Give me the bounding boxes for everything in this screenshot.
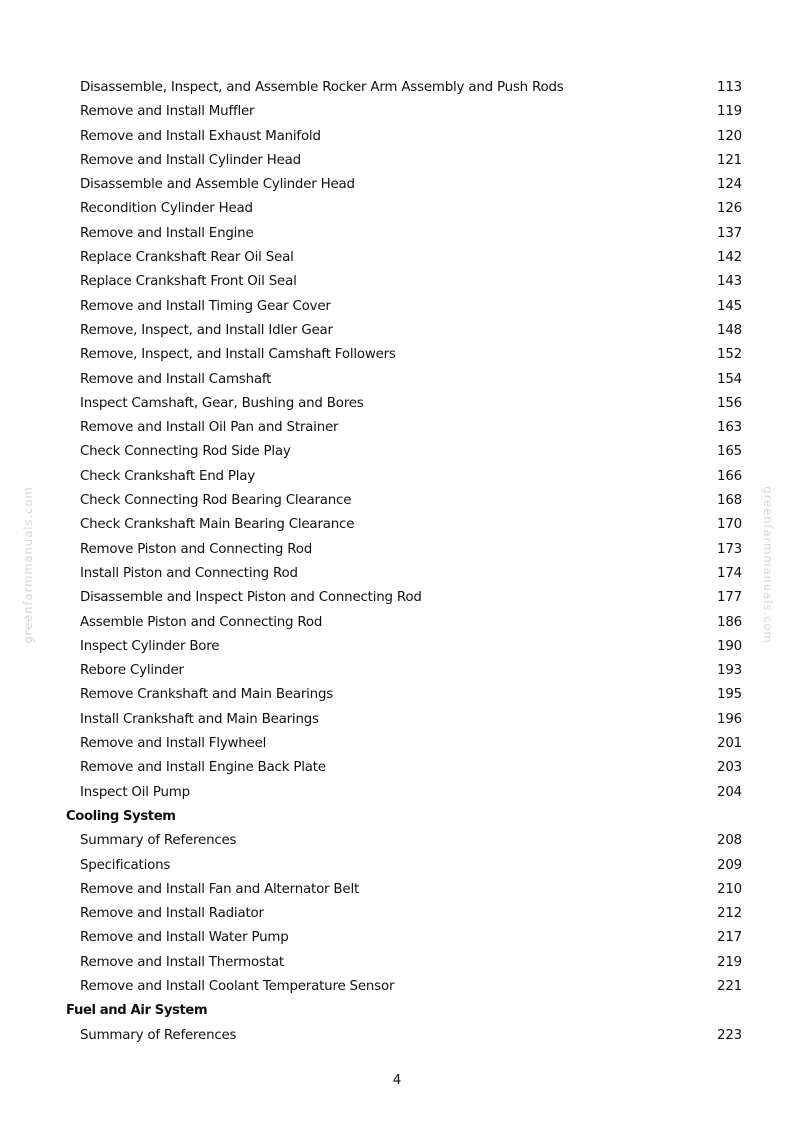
entry-title: Remove and Install Water Pump bbox=[80, 930, 289, 946]
entry-title: Install Piston and Connecting Rod bbox=[80, 565, 298, 581]
toc-entry[interactable] bbox=[0, 684, 794, 708]
entry-title: Check Connecting Rod Bearing Clearance bbox=[80, 493, 352, 509]
table-of-contents bbox=[0, 77, 794, 1049]
toc-entry[interactable] bbox=[0, 174, 794, 198]
entry-title: Disassemble and Assemble Cylinder Head bbox=[80, 177, 355, 193]
entry-title: Remove and Install Coolant Temperature Sensor bbox=[80, 978, 395, 994]
toc-entry[interactable] bbox=[0, 77, 794, 101]
toc-entry[interactable] bbox=[0, 636, 794, 660]
entry-page-number: 126 bbox=[717, 201, 742, 217]
toc-entry[interactable] bbox=[0, 247, 794, 271]
entry-title: Remove and Install Cylinder Head bbox=[80, 152, 301, 168]
entry-page-number: 152 bbox=[717, 347, 742, 363]
toc-entry[interactable] bbox=[0, 514, 794, 538]
entry-title: Check Connecting Rod Side Play bbox=[80, 444, 291, 460]
entry-title: Assemble Piston and Connecting Rod bbox=[80, 614, 323, 630]
entry-page-number: 219 bbox=[717, 954, 742, 970]
entry-title: Remove and Install Muffler bbox=[80, 104, 255, 120]
toc-entry[interactable] bbox=[0, 344, 794, 368]
toc-entry[interactable] bbox=[0, 101, 794, 125]
entry-title: Remove Crankshaft and Main Bearings bbox=[80, 687, 334, 703]
toc-entry[interactable] bbox=[0, 855, 794, 879]
entry-title: Remove and Install Engine Back Plate bbox=[80, 760, 326, 776]
entry-page-number: 166 bbox=[717, 468, 742, 484]
entry-title: Inspect Cylinder Bore bbox=[80, 638, 220, 654]
watermark-right: greenfarmmanuals.com bbox=[761, 486, 775, 644]
entry-title: Remove and Install Oil Pan and Strainer bbox=[80, 420, 339, 436]
toc-entry[interactable] bbox=[0, 563, 794, 587]
entry-title: Check Crankshaft Main Bearing Clearance bbox=[80, 517, 355, 533]
toc-section-heading bbox=[0, 806, 794, 830]
entry-title: Remove and Install Timing Gear Cover bbox=[80, 298, 331, 314]
toc-entry[interactable] bbox=[0, 757, 794, 781]
watermark-left: greenfarmmanuals.com bbox=[21, 486, 35, 644]
entry-page-number: 142 bbox=[717, 250, 742, 266]
entry-page-number: 210 bbox=[717, 881, 742, 897]
toc-entry[interactable] bbox=[0, 782, 794, 806]
toc-entry[interactable] bbox=[0, 539, 794, 563]
toc-entry[interactable] bbox=[0, 369, 794, 393]
toc-entry[interactable] bbox=[0, 490, 794, 514]
toc-entry[interactable] bbox=[0, 733, 794, 757]
entry-page-number: 121 bbox=[717, 152, 742, 168]
entry-page-number: 165 bbox=[717, 444, 742, 460]
toc-entry[interactable] bbox=[0, 612, 794, 636]
toc-entry[interactable] bbox=[0, 830, 794, 854]
toc-entry[interactable] bbox=[0, 296, 794, 320]
entry-page-number: 170 bbox=[717, 517, 742, 533]
entry-page-number: 196 bbox=[717, 711, 742, 727]
entry-page-number: 221 bbox=[717, 978, 742, 994]
entry-page-number: 174 bbox=[717, 565, 742, 581]
entry-title: Remove, Inspect, and Install Camshaft Followers bbox=[80, 347, 396, 363]
toc-entry[interactable] bbox=[0, 198, 794, 222]
entry-title: Remove and Install Radiator bbox=[80, 906, 264, 922]
entry-title: Check Crankshaft End Play bbox=[80, 468, 256, 484]
toc-entry[interactable] bbox=[0, 150, 794, 174]
entry-title: Remove and Install Engine bbox=[80, 225, 254, 241]
entry-title: Install Crankshaft and Main Bearings bbox=[80, 711, 319, 727]
entry-title: Disassemble and Inspect Piston and Connecting Rod bbox=[80, 590, 422, 606]
entry-page-number: 190 bbox=[717, 638, 742, 654]
toc-entry[interactable] bbox=[0, 660, 794, 684]
entry-page-number: 137 bbox=[717, 225, 742, 241]
entry-page-number: 156 bbox=[717, 395, 742, 411]
entry-page-number: 203 bbox=[717, 760, 742, 776]
entry-page-number: 193 bbox=[717, 663, 742, 679]
entry-title: Recondition Cylinder Head bbox=[80, 201, 253, 217]
entry-page-number: 154 bbox=[717, 371, 742, 387]
entry-page-number: 124 bbox=[717, 177, 742, 193]
toc-entry[interactable] bbox=[0, 441, 794, 465]
entry-page-number: 145 bbox=[717, 298, 742, 314]
entry-title: Replace Crankshaft Front Oil Seal bbox=[80, 274, 297, 290]
entry-page-number: 177 bbox=[717, 590, 742, 606]
entry-title: Remove and Install Camshaft bbox=[80, 371, 272, 387]
entry-title: Remove and Install Exhaust Manifold bbox=[80, 128, 321, 144]
toc-entry[interactable] bbox=[0, 1025, 794, 1049]
entry-title: Remove, Inspect, and Install Idler Gear bbox=[80, 322, 333, 338]
entry-page-number: 209 bbox=[717, 857, 742, 873]
toc-section-heading bbox=[0, 1000, 794, 1024]
entry-title: Remove and Install Fan and Alternator Belt bbox=[80, 881, 360, 897]
page-number: 4 bbox=[392, 1073, 402, 1088]
entry-page-number: 212 bbox=[717, 906, 742, 922]
entry-page-number: 143 bbox=[717, 274, 742, 290]
section-title: Cooling System bbox=[66, 808, 176, 824]
toc-entry[interactable] bbox=[0, 976, 794, 1000]
entry-title: Inspect Oil Pump bbox=[80, 784, 190, 800]
toc-entry[interactable] bbox=[0, 709, 794, 733]
entry-page-number: 120 bbox=[717, 128, 742, 144]
entry-page-number: 163 bbox=[717, 420, 742, 436]
toc-entry[interactable] bbox=[0, 393, 794, 417]
entry-page-number: 173 bbox=[717, 541, 742, 557]
entry-page-number: 223 bbox=[717, 1027, 742, 1043]
entry-page-number: 113 bbox=[717, 80, 742, 95]
entry-title: Summary of References bbox=[80, 1027, 237, 1043]
entry-title: Replace Crankshaft Rear Oil Seal bbox=[80, 250, 294, 266]
entry-page-number: 186 bbox=[717, 614, 742, 630]
entry-page-number: 204 bbox=[717, 784, 742, 800]
entry-page-number: 148 bbox=[717, 322, 742, 338]
entry-title: Inspect Camshaft, Gear, Bushing and Bores bbox=[80, 395, 364, 411]
entry-title: Remove Piston and Connecting Rod bbox=[80, 541, 313, 557]
toc-entry[interactable] bbox=[0, 466, 794, 490]
entry-page-number: 119 bbox=[717, 104, 742, 120]
entry-page-number: 168 bbox=[717, 493, 742, 509]
entry-title: Remove and Install Flywheel bbox=[80, 736, 267, 752]
entry-title: Disassemble, Inspect, and Assemble Rocker Arm Assembly and Push Rods bbox=[80, 80, 564, 95]
toc-entry[interactable] bbox=[0, 879, 794, 903]
entry-title: Rebore Cylinder bbox=[80, 663, 184, 679]
toc-entry[interactable] bbox=[0, 223, 794, 247]
entry-title: Specifications bbox=[80, 857, 171, 873]
toc-entry[interactable] bbox=[0, 587, 794, 611]
toc-entry[interactable] bbox=[0, 952, 794, 976]
entry-title: Summary of References bbox=[80, 833, 237, 849]
entry-page-number: 208 bbox=[717, 833, 742, 849]
entry-page-number: 217 bbox=[717, 930, 742, 946]
section-title: Fuel and Air System bbox=[66, 1003, 208, 1019]
toc-entry[interactable] bbox=[0, 271, 794, 295]
toc-entry[interactable] bbox=[0, 927, 794, 951]
toc-entry[interactable] bbox=[0, 320, 794, 344]
entry-page-number: 195 bbox=[717, 687, 742, 703]
entry-title: Remove and Install Thermostat bbox=[80, 954, 284, 970]
toc-entry[interactable] bbox=[0, 417, 794, 441]
entry-page-number: 201 bbox=[717, 736, 742, 752]
toc-entry[interactable] bbox=[0, 126, 794, 150]
toc-entry[interactable] bbox=[0, 903, 794, 927]
